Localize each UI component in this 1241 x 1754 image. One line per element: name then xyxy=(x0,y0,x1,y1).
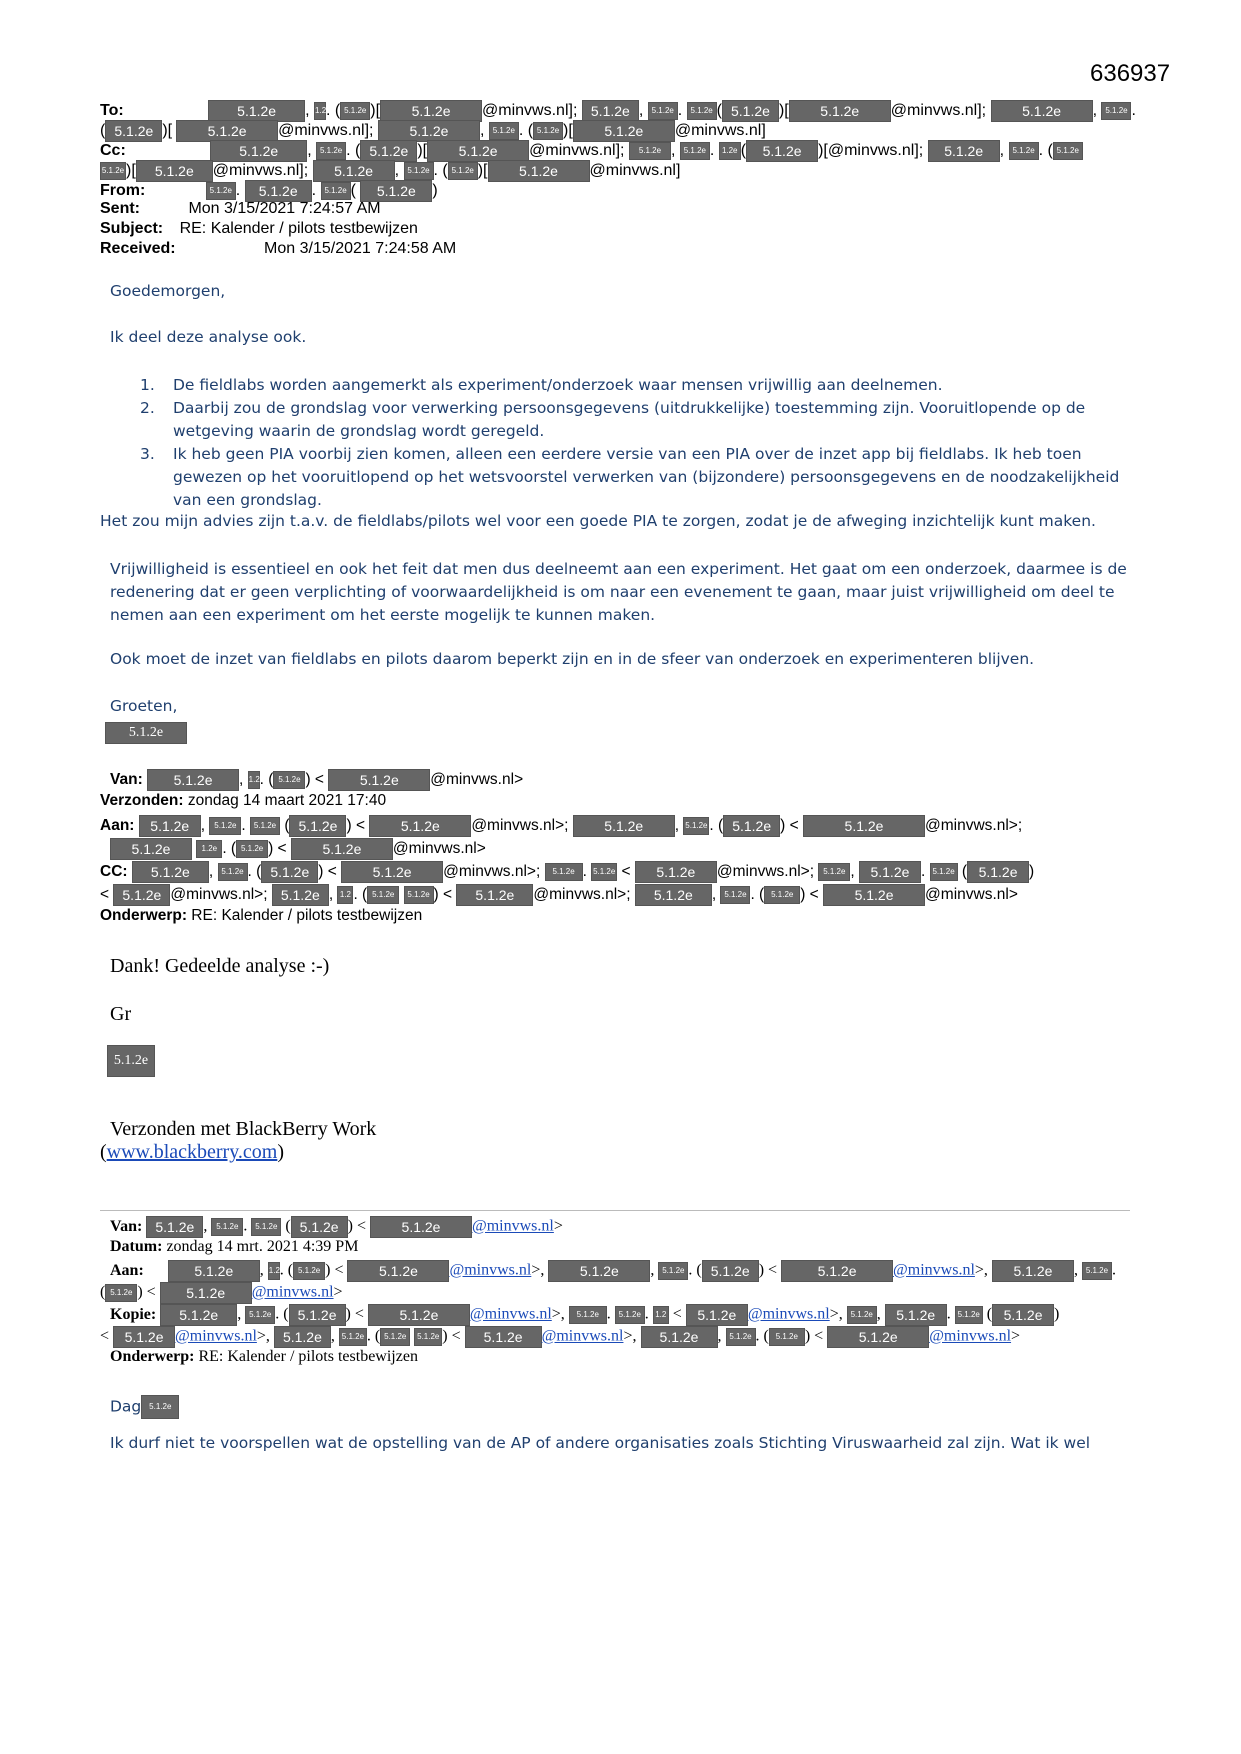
to-line-1: To: 5.1.2e , 1.2. ( 5.1.2e )[ 5.1.2e @minvws.nl]; 5.1.2e , 5.1.2e . 5.1.2e ( 5.1.2e )[ 5.1.2e @minvws.nl]; 5.1.2e , 5.1.2e . xyxy=(100,100,1136,122)
dag-line: Dag 5.1.2e xyxy=(110,1395,179,1419)
redaction: 5.1.2e xyxy=(208,100,305,122)
received-label: Received: xyxy=(100,240,176,257)
paragraph-scope: Ook moet de inzet van fieldlabs en pilots daarom beperkt zijn en in de sfeer van onderzoek en experimenteren blijven. xyxy=(110,650,1035,668)
aan-label: Aan: xyxy=(100,817,135,835)
cc-label: Cc: xyxy=(100,142,126,160)
onderwerp-line-2 xyxy=(100,907,422,925)
aan-line-3a: Aan: 5.1.2e , 1.2. ( 5.1.2e ) < 5.1.2e @minvws.nl>, 5.1.2e , 5.1.2e . ( 5.1.2e ) < 5.1.2e @minvws.nl>, 5.1.2e , 5.1.2e . xyxy=(100,1260,1116,1282)
datum-label: Datum: xyxy=(110,1238,163,1255)
onderwerp3-label: Onderwerp: xyxy=(110,1348,195,1365)
verzonden-value: zondag 14 maart 2021 17:40 xyxy=(187,792,387,809)
aan3-label: Aan: xyxy=(110,1261,144,1279)
sent-label: Sent: xyxy=(100,200,140,217)
kopie-line-b: < 5.1.2e @minvws.nl>, 5.1.2e , 5.1.2e . ( 5.1.2e 5.1.2e ) < 5.1.2e @minvws.nl>, 5.1.2e , 5.1.2e . ( 5.1.2e ) < 5.1.2e @minvws.nl> xyxy=(100,1326,1020,1348)
signature-redaction: 5.1.2e xyxy=(105,722,187,744)
sent-line xyxy=(100,200,381,218)
sent-value: Mon 3/15/2021 7:24:57 AM xyxy=(188,200,381,217)
from-label: From: xyxy=(100,182,146,200)
intro-text: Ik deel deze analyse ook. xyxy=(110,328,307,346)
signature-redaction-2: 5.1.2e xyxy=(107,1045,155,1077)
kopie-label: Kopie: xyxy=(110,1305,157,1323)
van-label: Van: xyxy=(110,771,143,789)
advice-text: Het zou mijn advies zijn t.a.v. de fieldlabs/pilots wel voor een goede PIA te zorgen, zodat je de afweging inzichtelijk kunt maken. xyxy=(100,512,1096,530)
subject-line xyxy=(100,220,418,238)
kopie-line-a: Kopie: 5.1.2e , 5.1.2e . ( 5.1.2e ) < 5.1.2e @minvws.nl>, 5.1.2e . 5.1.2e . 1.2 < 5.1.2e @minvws.nl>, 5.1.2e , 5.1.2e . 5.1.2e ( 5.1.2e ) xyxy=(100,1304,1059,1326)
thanks-text: Dank! Gedeelde analyse :-) xyxy=(110,955,330,977)
cc2-label: CC: xyxy=(100,863,128,881)
datum-line xyxy=(100,1238,358,1256)
cc-line-1: Cc: 5.1.2e , 5.1.2e . ( 5.1.2e )[ 5.1.2e @minvws.nl]; 5.1.2e , 5.1.2e . 1.2e ( 5.1.2e )[@minvws.nl]; 5.1.2e , 5.1.2e . ( 5.1.2e xyxy=(100,140,1083,162)
list-item: 2. Daarbij zou de grondslag voor verwerking persoonsgegevens (uitdrukkelijke) toestemming zijn. Vooruitlopende op de wetgeving waarin de grondslag wordt geregeld. xyxy=(140,399,1086,440)
cc-line-2a: CC: 5.1.2e , 5.1.2e . ( 5.1.2e ) < 5.1.2e @minvws.nl>; 5.1.2e . 5.1.2e < 5.1.2e @minvws.nl>; 5.1.2e , 5.1.2e . 5.1.2e ( 5.1.2e ) xyxy=(100,861,1034,883)
closing-text: Groeten, xyxy=(110,697,178,715)
received-line xyxy=(100,240,456,258)
subject-value: RE: Kalender / pilots testbewijzen xyxy=(179,220,418,237)
verzonden-label: Verzonden: xyxy=(100,792,184,809)
to-label: To: xyxy=(100,102,124,120)
greeting: Goedemorgen, xyxy=(110,282,226,300)
onderwerp-value: RE: Kalender / pilots testbewijzen xyxy=(191,907,423,924)
datum-value: zondag 14 mrt. 2021 4:39 PM xyxy=(166,1238,359,1255)
to-line-2: ( 5.1.2e )[ 5.1.2e @minvws.nl]; 5.1.2e , 5.1.2e . ( 5.1.2e )[ 5.1.2e @minvws.nl] xyxy=(100,120,766,142)
from-line: From: 5.1.2e . 5.1.2e . 5.1.2e ( 5.1.2e ) xyxy=(100,180,438,202)
cc-line-2b: < 5.1.2e @minvws.nl>; 5.1.2e , 1.2 . ( 5.1.2e 5.1.2e ) < 5.1.2e @minvws.nl>; 5.1.2e , 5.1.2e . ( 5.1.2e ) < 5.1.2e @minvws.nl> xyxy=(100,884,1018,906)
van3-label: Van: xyxy=(110,1217,143,1235)
document-number: 636937 xyxy=(1090,60,1171,87)
onderwerp-label: Onderwerp: xyxy=(100,907,187,924)
verzonden-line xyxy=(100,792,386,810)
van-line-3: Van: 5.1.2e , 5.1.2e . 5.1.2e ( 5.1.2e ) < 5.1.2e @minvws.nl> xyxy=(100,1216,563,1238)
analysis-list xyxy=(140,374,1130,512)
subject-label: Subject: xyxy=(100,220,164,237)
onderwerp-line-3 xyxy=(100,1348,418,1366)
list-item: 3. Ik heb geen PIA voorbij zien komen, alleen een eerdere versie van een PIA over de inzet app bij fieldlabs. Ik heb toen gewezen op het vooruitlopend op het wetsvoorstel verwerken van (bijzondere) persoonsgegevens en de noodzakelijkheid van een grondslag. xyxy=(140,445,1120,509)
closing-paragraph: Ik durf niet te voorspellen wat de opstelling van de AP of andere organisaties zoals Stichting Viruswaarheid zal zijn. Wat ik wel xyxy=(110,1434,1091,1452)
blackberry-text: Verzonden met BlackBerry Work xyxy=(110,1118,377,1140)
dag-text: Dag xyxy=(110,1397,142,1416)
onderwerp3-value: RE: Kalender / pilots testbewijzen xyxy=(198,1348,418,1365)
blackberry-link[interactable]: (www.blackberry.com) xyxy=(100,1141,285,1163)
aan-line-2: 5.1.2e 1.2e . ( 5.1.2e ) < 5.1.2e @minvws.nl> xyxy=(100,838,486,860)
aan-line-3b: ( 5.1.2e ) < 5.1.2e @minvws.nl> xyxy=(100,1282,343,1304)
van-line-2: Van: 5.1.2e , 1.2. ( 5.1.2e ) < 5.1.2e @minvws.nl> xyxy=(100,769,523,791)
cc-line-2: 5.1.2e )[ 5.1.2e @minvws.nl]; 5.1.2e , 5.1.2e . ( 5.1.2e )[ 5.1.2e @minvws.nl] xyxy=(100,160,680,182)
list-item: 1. De fieldlabs worden aangemerkt als experiment/onderzoek waar mensen vrijwillig aan deelnemen. xyxy=(140,376,943,394)
aan-line-1: Aan: 5.1.2e , 5.1.2e . 5.1.2e ( 5.1.2e ) < 5.1.2e @minvws.nl>; 5.1.2e , 5.1.2e . ( 5.1.2e ) < 5.1.2e @minvws.nl>; xyxy=(100,815,1022,837)
paragraph-voluntary: Vrijwilligheid is essentieel en ook het feit dat men dus deelneemt aan een experiment. Het gaat om een onderzoek, daarmee is de redenering dat er geen verplichting of voorwaardelijkheid is om naar een evenement te gaan, maar juist vrijwilligheid om deel te nemen aan een experiment om het eerste mogelijk te kunnen maken. xyxy=(110,560,1127,624)
received-value: Mon 3/15/2021 7:24:58 AM xyxy=(264,240,457,257)
gr-text: Gr xyxy=(110,1003,132,1025)
separator-line xyxy=(100,1210,1130,1211)
